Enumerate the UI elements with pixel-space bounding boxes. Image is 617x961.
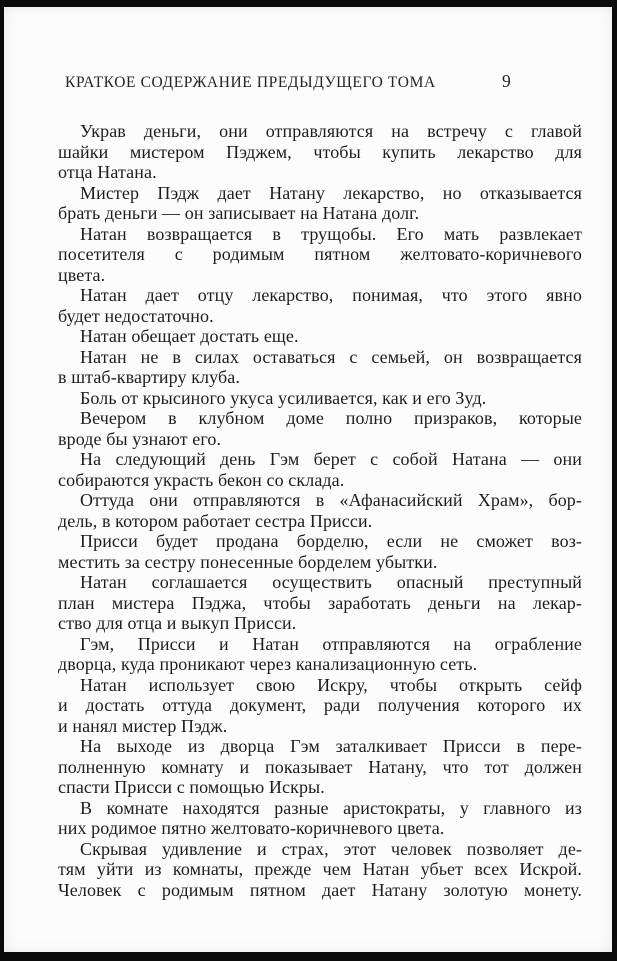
paragraph — [58, 408, 582, 449]
text-line: В комнате находятся разные аристократы, у главного из — [80, 797, 582, 818]
text-line: в штаб-квартиру клуба. — [58, 367, 240, 387]
text-line: Боль от крысиного укуса усиливается, как и его Зуд. — [80, 387, 487, 408]
text-line: Скрывая удивление и страх, этот человек позволяет де- — [80, 838, 582, 859]
text-line: Человек с родимым пятном дает Натану золотую монету. — [58, 879, 582, 900]
text-line: Натан дает отцу лекарство, понимая, что этого явно — [80, 285, 582, 305]
text-line: ство для отца и выкуп Присси. — [58, 613, 297, 633]
page-number: 9 — [502, 71, 511, 91]
text-body — [58, 121, 582, 900]
text-line: шайки мистером Пэджем, чтобы купить лекарство для — [58, 141, 582, 162]
paragraph — [58, 634, 582, 675]
paragraph — [58, 490, 582, 531]
text-line: них родимое пятно желтовато-коричневого цвета. — [58, 818, 445, 838]
text-line: Натан возвращается в трущобы. Его мать развлекает — [80, 223, 582, 244]
text-line: дель, в котором работает сестра Присси. — [58, 510, 373, 531]
text-line: тям уйти из комнаты, прежде чем Натан убьет всех Искрой. — [58, 859, 582, 879]
paragraph — [58, 183, 582, 224]
text-line: спасти Присси с помощью Искры. — [58, 777, 325, 797]
paragraph — [58, 572, 582, 634]
text-line: будет недостаточно. — [58, 305, 214, 326]
text-line: брать деньги — он записывает на Натана долг. — [58, 203, 420, 223]
text-line: Гэм, Присси и Натан отправляются на ограбление — [80, 633, 582, 654]
text-line: Оттуда они отправляются в «Афанасийский Храм», бор- — [80, 490, 582, 510]
text-line: план мистера Пэджа, чтобы заработать деньги на лекар- — [58, 592, 582, 613]
paragraph — [58, 839, 582, 901]
paragraph — [58, 531, 582, 572]
text-line: Натан соглашается осуществить опасный преступный — [80, 572, 582, 592]
paragraph — [58, 121, 582, 183]
text-line: Вечером в клубном доме полно призраков, которые — [80, 408, 582, 428]
text-line: На следующий день Гэм берет с собой Натана — они — [80, 449, 582, 469]
text-line: полненную комнату и показывает Натану, что тот должен — [58, 756, 582, 777]
text-line: местить за сестру понесенные борделем убытки. — [58, 551, 438, 572]
paragraph — [58, 675, 582, 737]
text-line: Мистер Пэдж дает Натану лекарство, но отказывается — [80, 182, 582, 203]
text-line: Натан обещает достать еще. — [80, 326, 299, 346]
text-line: и нанял мистер Пэдж. — [58, 715, 228, 736]
text-line: Присси будет продана борделю, если не сможет воз- — [80, 531, 582, 551]
paragraph — [58, 285, 582, 326]
paragraph — [58, 347, 582, 388]
text-line: На выходе из дворца Гэм заталкивает Присси в пере- — [80, 736, 582, 756]
text-line: Натан не в силах оставаться с семьей, он возвращается — [80, 346, 582, 367]
text-line: Натан использует свою Искру, чтобы открыть сейф — [80, 674, 582, 695]
text-line: цвета. — [58, 264, 106, 285]
text-line: посетителя с родимым пятном желтовато-коричневого — [58, 244, 582, 264]
paragraph — [58, 224, 582, 286]
text-line: собираются украсть бекон со склада. — [58, 469, 345, 490]
text-line: вроде бы узнают его. — [58, 428, 222, 449]
paragraph — [58, 388, 582, 409]
text-line: отца Натана. — [58, 162, 157, 182]
text-line: и достать оттуда документ, ради получения которого их — [58, 695, 582, 715]
paragraph — [58, 449, 582, 490]
paragraph — [58, 326, 582, 347]
text-line: дворца, куда проникают через канализационную сеть. — [58, 654, 478, 674]
paragraph — [58, 736, 582, 798]
book-page — [4, 7, 612, 952]
paragraph — [58, 798, 582, 839]
text-line: Украв деньги, они отправляются на встречу с главой — [80, 121, 582, 141]
running-header-title: КРАТКОЕ СОДЕРЖАНИЕ ПРЕДЫДУЩЕГО ТОМА — [65, 74, 436, 91]
